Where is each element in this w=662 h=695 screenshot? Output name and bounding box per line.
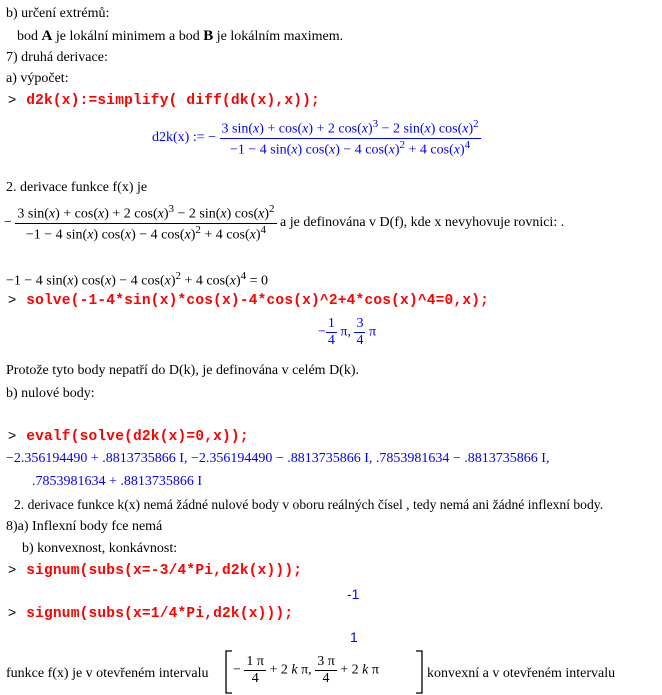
output-roots: −2.356194490 + .8813735866 I, −2.356194490 − .8813735866 I, .7853981634 − .8813735866 I,	[6, 451, 550, 466]
text-line: a) výpočet:	[6, 71, 69, 86]
command-input[interactable]: signum(subs(x=-3/4*Pi,d2k(x)));	[26, 563, 303, 579]
command-line[interactable]	[8, 604, 293, 622]
text-line: b) určení extrémů:	[6, 6, 110, 21]
text-line: b) konvexnost, konkávnost:	[22, 541, 178, 556]
interval-expression: − $\frac{1 \pi}{4}$ + 2 k π, $\frac{3 \pi}{4}$ + 2 k π	[233, 654, 379, 686]
fraction-numerator: 3 sin(x) + cos(x) + 2 $\cos(x)^3 - 2$ sin(x) $\cos(x)^2$	[221, 118, 479, 137]
output-roots: .7853981634 + .8813735866 I	[32, 474, 203, 489]
prompt: >	[8, 604, 17, 620]
command-line[interactable]	[8, 427, 249, 445]
text-line: b) nulové body:	[6, 386, 95, 401]
command-line[interactable]	[8, 91, 320, 109]
command-input[interactable]: solve(-1-4*sin(x)*cos(x)-4*cos(x)^2+4*cos(x)^4=0,x);	[26, 293, 490, 309]
inline-fraction: $\frac{3 \sin(x) + \cos(x) + 2 \cos(x)^3 - 2 \sin(x) \cos(x)^2}{-1 - 4 \sin(x) \cos(x) - 4 \cos(x)^2 + 4 \cos(x)^4}$	[17, 203, 275, 243]
text-line: 8)a) Inflexní body fce nemá	[6, 519, 163, 534]
d2k-fraction	[220, 118, 481, 158]
fraction-denominator: −1 − 4 sin(x) cos(x) − 4 $\cos(x)^2 + 4$ $\cos(x)^4$	[230, 138, 471, 158]
output-solutions: − $\frac{1}{4}$ π, $\frac{3}{4}$ π	[318, 316, 377, 348]
command-input[interactable]: evalf(solve(d2k(x)=0,x));	[26, 429, 249, 445]
command-input[interactable]: signum(subs(x=1/4*Pi,d2k(x)));	[26, 606, 294, 622]
output-d2k: d2k(x) := − $\frac{3 \sin(x) + \cos(x) + 2 \cos(x)^3 - 2 \sin(x) \cos(x)^2}{-1 - 4 \sin(x) \cos(x) - 4 \cos(x)^2 + 4 \cos(x)^4}$	[152, 118, 479, 158]
text-line: funkce f(x) je v otevřeném intervalu	[6, 666, 209, 681]
command-line[interactable]	[8, 561, 302, 579]
text-line: 2. derivace funkce f(x) je	[6, 180, 148, 195]
right-bracket-icon	[414, 650, 424, 694]
text-line: 7) druhá derivace:	[6, 50, 108, 65]
prompt: >	[8, 91, 17, 107]
point-b-label: B	[203, 28, 214, 44]
text-line: Protože tyto body nepatří do D(k), je definována v celém D(k).	[6, 363, 360, 378]
prompt: >	[8, 291, 17, 307]
point-a-label: A	[41, 28, 53, 44]
text-line: bod A je lokální minimem a bod B je lokálním maximem.	[17, 28, 344, 44]
prompt: >	[8, 427, 17, 443]
text-math-line: − $\frac{3 \sin(x) + \cos(x) + 2 \cos(x)^3 - 2 \sin(x) \cos(x)^2}{-1 - 4 \sin(x) \cos(x) - 4 \cos(x)^2 + 4 \cos(x)^4}$ a je definována v D(f), kde x nevyhovuje rovnici: .	[4, 203, 565, 243]
text-line: 2. derivace funkce k(x) nemá žádné nulové body v oboru reálných čísel , tedy nemá ani žádné inflexní body.	[14, 497, 604, 512]
text-line: konvexní a v otevřeném intervalu	[427, 666, 616, 681]
output-value: -1	[347, 586, 360, 602]
command-input[interactable]: d2k(x):=simplify( diff(dk(x),x));	[26, 93, 320, 109]
output-value: 1	[350, 629, 358, 645]
equation-line: −1 − 4 sin(x) cos(x) − 4 $\cos(x)^2 + 4$ $\cos(x)^4 = 0$	[6, 270, 269, 289]
prompt: >	[8, 561, 17, 577]
command-line[interactable]	[8, 291, 489, 309]
